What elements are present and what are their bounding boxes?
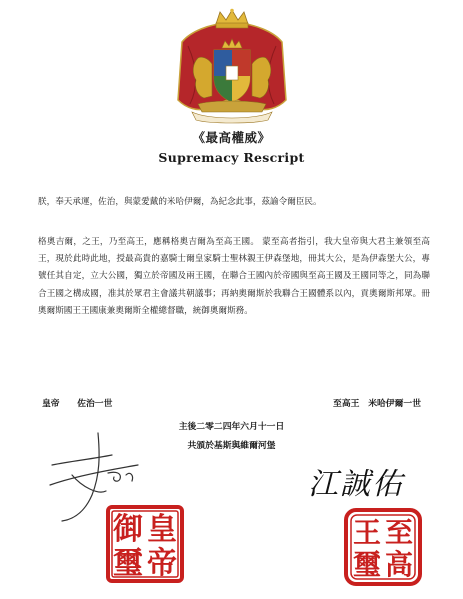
seal-emperor-icon xyxy=(106,505,184,583)
seal-high-king-icon xyxy=(344,508,422,586)
svg-text:王: 王 xyxy=(352,516,382,549)
date-line: 主後二零二四年六月十一日 xyxy=(178,422,285,432)
body-paragraph: 格奧吉爾，之王，乃至高王，應稱格奧吉爾為至高王國。 蒙至高者指引，我大皇帝與大君主兼領至高王，現於此時此地，授最高貴的嘉騎士爾皇家騎士聖林親王伊森堡地，冊其大公，是為伊森堡大公，專號任其自定，立大公國，獨立於帝國及兩王國，在聯合王國內於帝國與至高王國及王國同等之，同為聯合王國之構成國，准其於眾君主會議共朝議事；再納奧爾斯於我聯合王國體系以內，貢奧爾斯邦眾。冊奧爾斯國王王國康兼奧爾斯全權總督職，統御奧爾斯務。 xyxy=(38,237,430,316)
svg-text:璽: 璽 xyxy=(113,546,143,581)
svg-text:御: 御 xyxy=(113,512,143,547)
svg-text:璽: 璽 xyxy=(352,548,382,581)
crown-icon xyxy=(216,9,248,28)
document-title-chinese: 《最高權威》 xyxy=(192,130,271,145)
opening-paragraph: 朕，奉天承運，佐治，與蒙愛戴的米哈伊爾，為紀念此事，茲諭令爾臣民。 xyxy=(38,197,322,207)
svg-text:皇: 皇 xyxy=(147,512,177,547)
signature-label-high-king: 至高王 米哈伊爾一世 xyxy=(333,399,421,409)
right-handwritten-signature xyxy=(300,456,412,508)
svg-text:高: 高 xyxy=(384,548,414,581)
svg-text:帝: 帝 xyxy=(147,546,177,581)
svg-text:江誠佑: 江誠佑 xyxy=(308,467,404,502)
place-line: 共頒於基斯與維爾河堡 xyxy=(187,441,276,451)
shield-icon xyxy=(214,50,250,102)
svg-text:至: 至 xyxy=(384,516,414,549)
document-title-english: Supremacy Rescript xyxy=(158,150,305,165)
coat-of-arms-icon xyxy=(168,8,296,126)
signature-label-emperor: 皇帝 佐治一世 xyxy=(42,399,113,409)
